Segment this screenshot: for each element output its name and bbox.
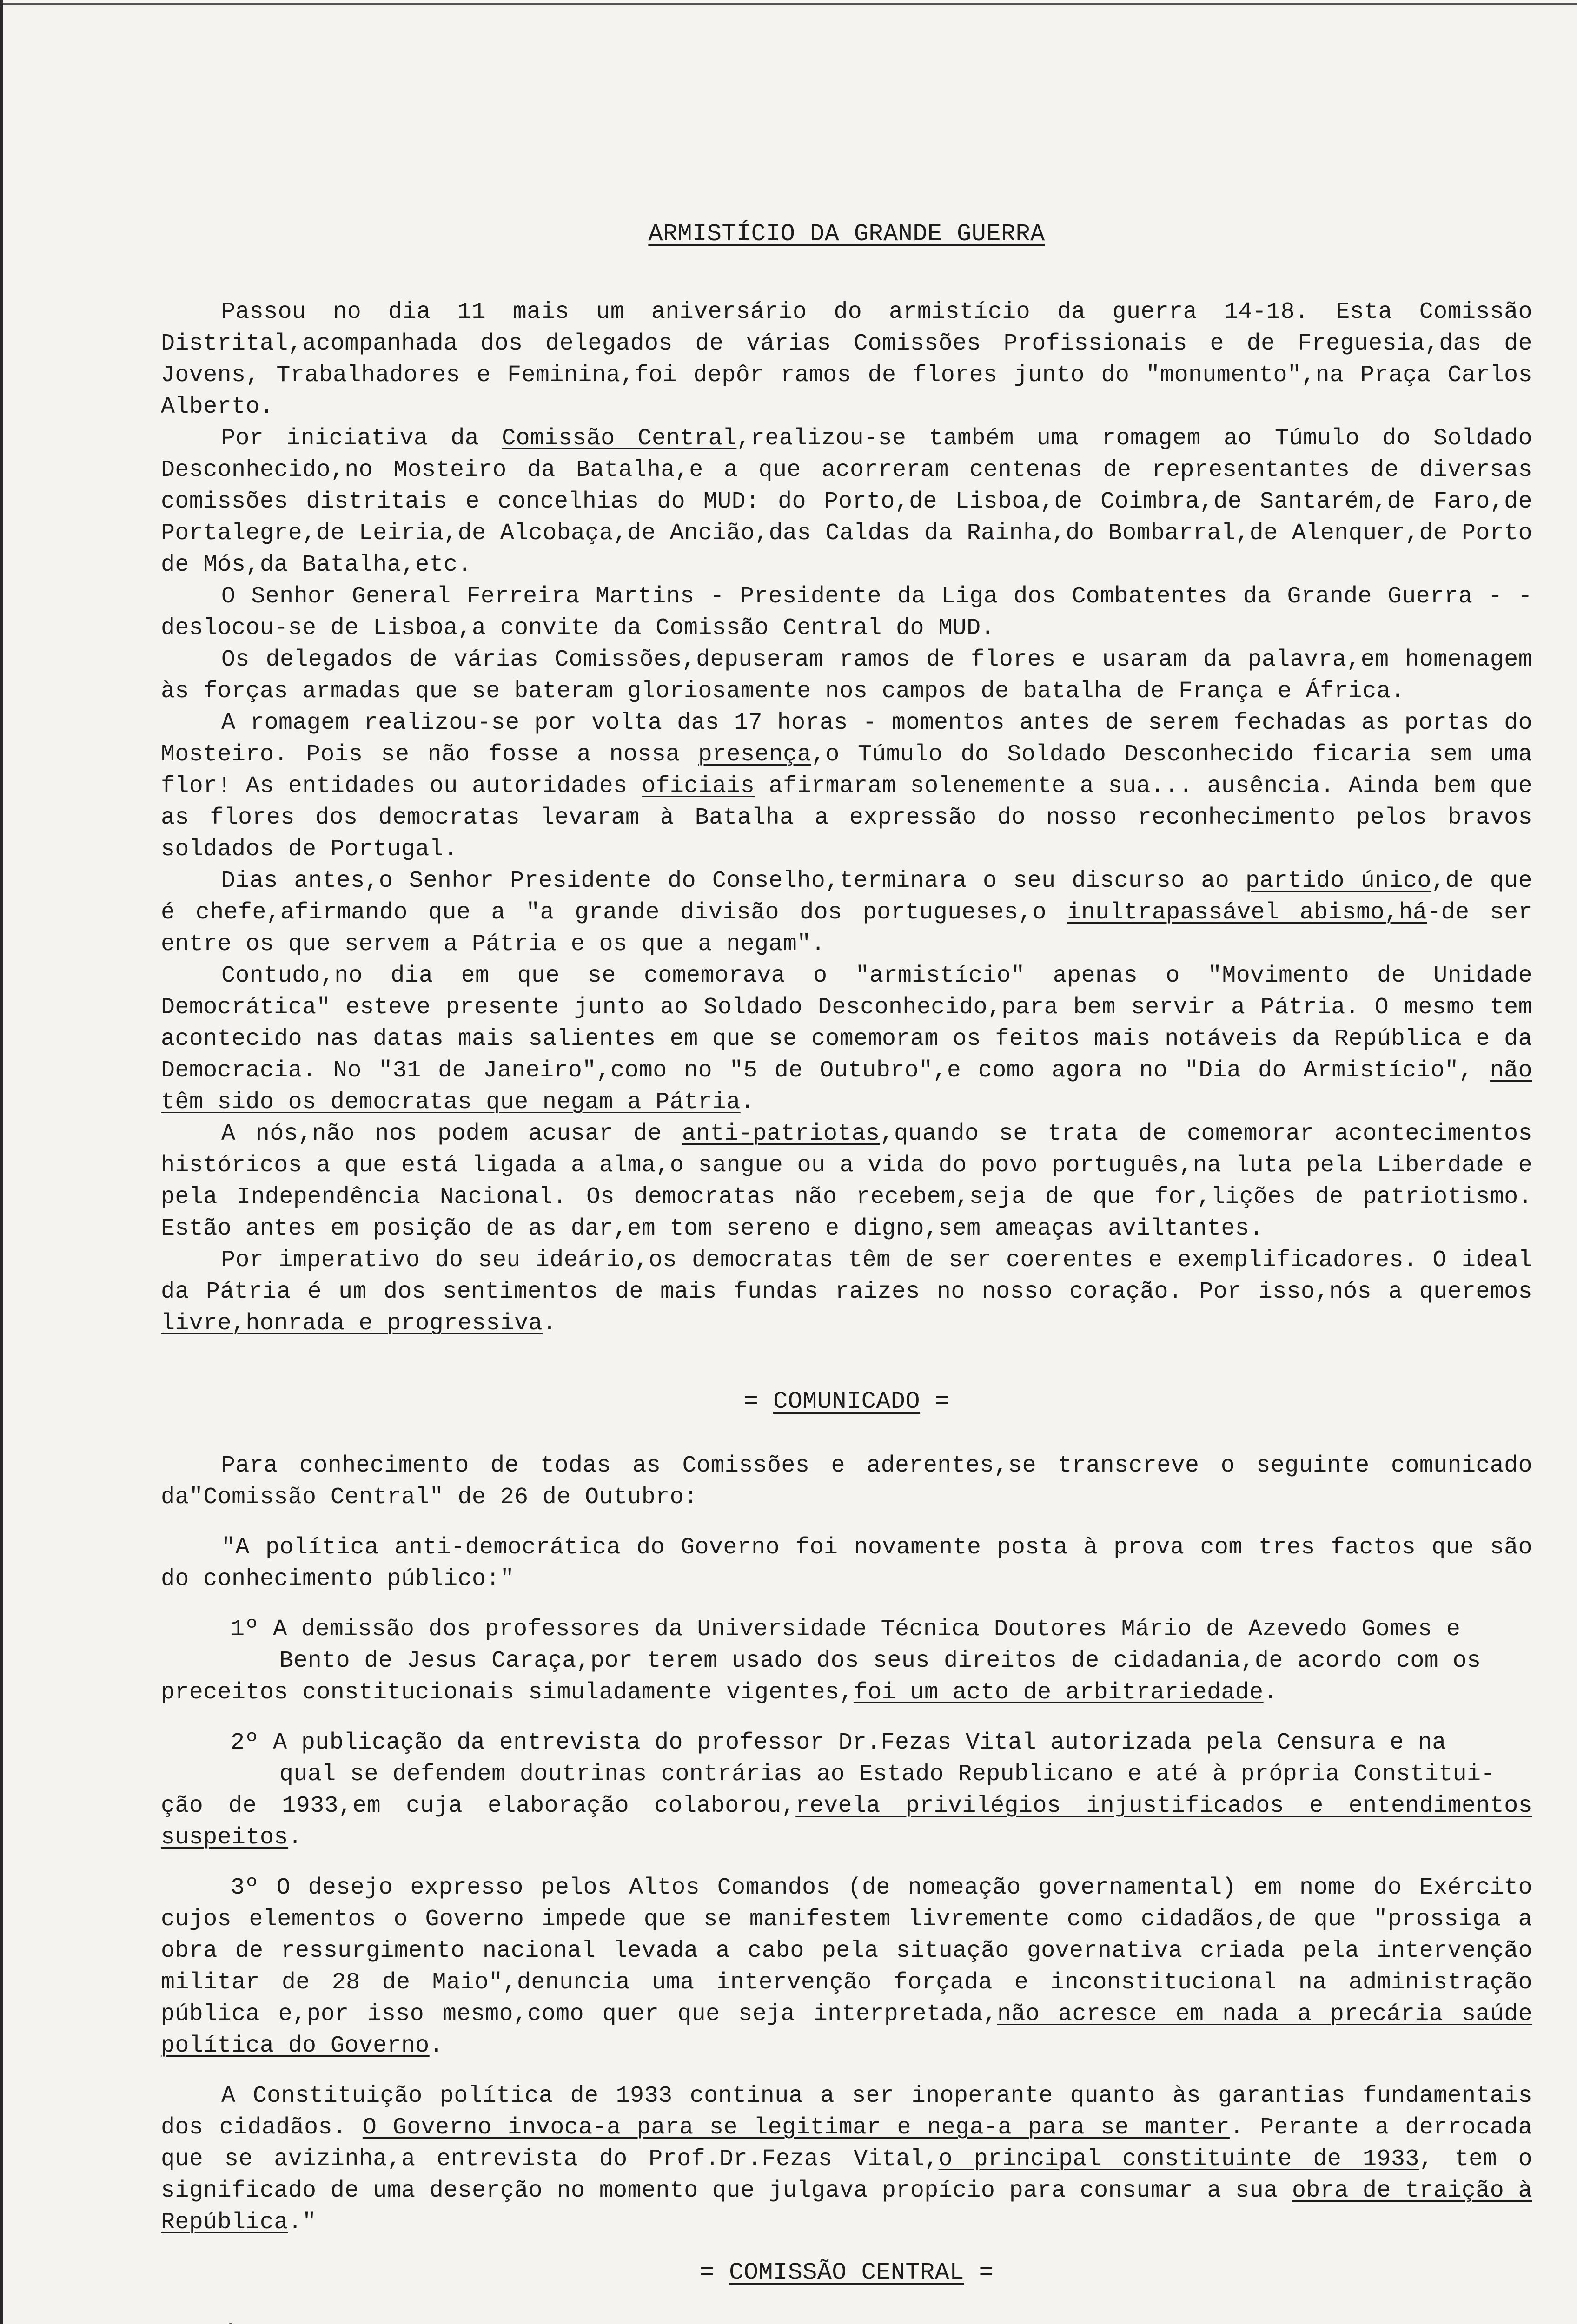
section-title-armisticio: ARMISTÍCIO DA GRANDE GUERRA [648, 220, 1045, 248]
paragraph: Contudo,no dia em que se comemorava o "armistício" apenas o "Movimento de Unidade Democrática" esteve presente junto ao Soldado Desconhecido,para bem servir a Pátria. O mesmo tem acontecido nas datas mais salientes em que se comemoram os feitos mais notáveis da República e da Democracia. No "31 de Janeiro",como no "5 de Outubro",e como agora no "Dia do Armistício", não têm sido os democratas que negam a Pátria. [161, 963, 1532, 1116]
paragraph: Por iniciativa da Comissão Central,realizou-se também uma romagem ao Túmulo do Soldado Desconhecido,no Mosteiro da Batalha,e a que acorreram centenas de representantes de diversas comissões distritais e concelhias do MUD: do Porto,de Lisboa,de Coimbra,de Santarém,de Faro,de Portalegre,de Leiria,de Alcobaça,de Ancião,das Caldas da Rainha,do Bombarral,de Alenquer,de Porto de Mós,da Batalha,etc. [161, 425, 1532, 578]
section-title-comunicado: = COMUNICADO = [743, 1388, 950, 1415]
section-title-comissao-central: = COMISSÃO CENTRAL = [699, 2259, 994, 2286]
list-item: 2º A publicação da entrevista do professor Dr.Fezas Vital autorizada pela Censura e na qual se defendem doutrinas contrárias ao Estado Republicano e até à própria Constitui- ção de 1933,em cuja elaboração colaborou,revela privilégios injustificados e entendimentos suspeitos. [161, 1730, 1532, 1851]
paragraph: A romagem realizou-se por volta das 17 horas - momentos antes de serem fechadas as portas do Mosteiro. Pois se não fosse a nossa presença,o Túmulo do Soldado Desconhecido ficaria sem uma flor! As entidades ou autoridades oficiais afirmaram solenemente a sua... ausência. Ainda bem que as flores dos democratas levaram à Batalha a expressão do nosso reconhecimento pelos bravos soldados de Portugal. [161, 710, 1533, 863]
paragraph: Para conhecimento de todas as Comissões e aderentes,se transcreve o seguinte comunicado da"Comissão Central" de 26 de Outubro: [161, 1452, 1532, 1511]
list-item: 3º O desejo expresso pelos Altos Comandos (de nomeação governamental) em nome do Exército cujos elementos o Governo impede que se manifestem livremente como cidadãos,de que "prossiga a obra de ressurgimento nacional levada a cabo pela situação governativa criada pela intervenção militar de 28 de Maio",denuncia uma intervenção forçada e inconstitucional na administração pública e,por isso mesmo,como quer que seja interpretada,não acresce em nada a precária saúde política do Governo. [161, 1875, 1533, 2059]
quote: "A política anti-democrática do Governo foi novamente posta à prova com tres factos que são do conhecimento público:" [161, 1534, 1532, 1592]
paragraph: Os delegados de várias Comissões,depuseram ramos de flores e usaram da palavra,em homenagem às forças armadas que se bateram gloriosamente nos campos de batalha de França e África. [161, 647, 1532, 705]
document-body [161, 218, 1532, 2324]
list-item: 1º A demissão dos professores da Universidade Técnica Doutores Mário de Azevedo Gomes e Bento de Jesus Caraça,por terem usado dos seus direitos de cidadania,de acordo com os preceitos constitucionais simuladamente vigentes,foi um acto de arbitrariedade. [161, 1616, 1481, 1706]
paragraph: A Constituição política de 1933 continua a ser inoperante quanto às garantias fundamentais dos cidadãos. O Governo invoca-a para se legitimar e nega-a para se manter. Perante a derrocada que se avizinha,a entrevista do Prof.Dr.Fezas Vital,o principal constituinte de 1933, tem o significado de uma deserção no momento que julgava propício para consumar a sua obra de traição à República." [161, 2083, 1533, 2236]
paragraph: Por imperativo do seu ideário,os democratas têm de ser coerentes e exemplificadores. O ideal da Pátria é um dos sentimentos de mais fundas raizes no nosso coração. Por isso,nós a queremos livre,honrada e progressiva. [161, 1247, 1532, 1337]
paragraph: Dias antes,o Senhor Presidente do Conselho,terminara o seu discurso ao partido único,de que é chefe,afirmando que a "a grande divisão dos portugueses,o inultrapassável abismo,há-de ser entre os que servem a Pátria e os que a negam". [161, 868, 1533, 957]
paragraph: A nós,não nos podem acusar de anti-patriotas,quando se trata de comemorar acontecimentos históricos a que está ligada a alma,o sangue ou a vida do povo português,na luta pela Liberdade e pela Independência Nacional. Os democratas não recebem,seja de que for,lições de patriotismo. Estão antes em posição de as dar,em tom sereno e digno,sem ameaças aviltantes. [161, 1121, 1532, 1242]
page-top-edge [3, 3, 1577, 5]
paragraph: O Senhor General Ferreira Martins - Presidente da Liga dos Combatentes da Grande Guerra - - deslocou-se de Lisboa,a convite da Comissão Central do MUD. [161, 583, 1532, 641]
paragraph: Passou no dia 11 mais um aniversário do armistício da guerra 14-18. Esta Comissão Distrital,acompanhada dos delegados de várias Comissões Profissionais e de Freguesia,das de Jovens, Trabalhadores e Feminina,foi depôr ramos de flores junto do "monumento",na Praça Carlos Alberto. [161, 299, 1532, 420]
paragraph [161, 2321, 1532, 2324]
